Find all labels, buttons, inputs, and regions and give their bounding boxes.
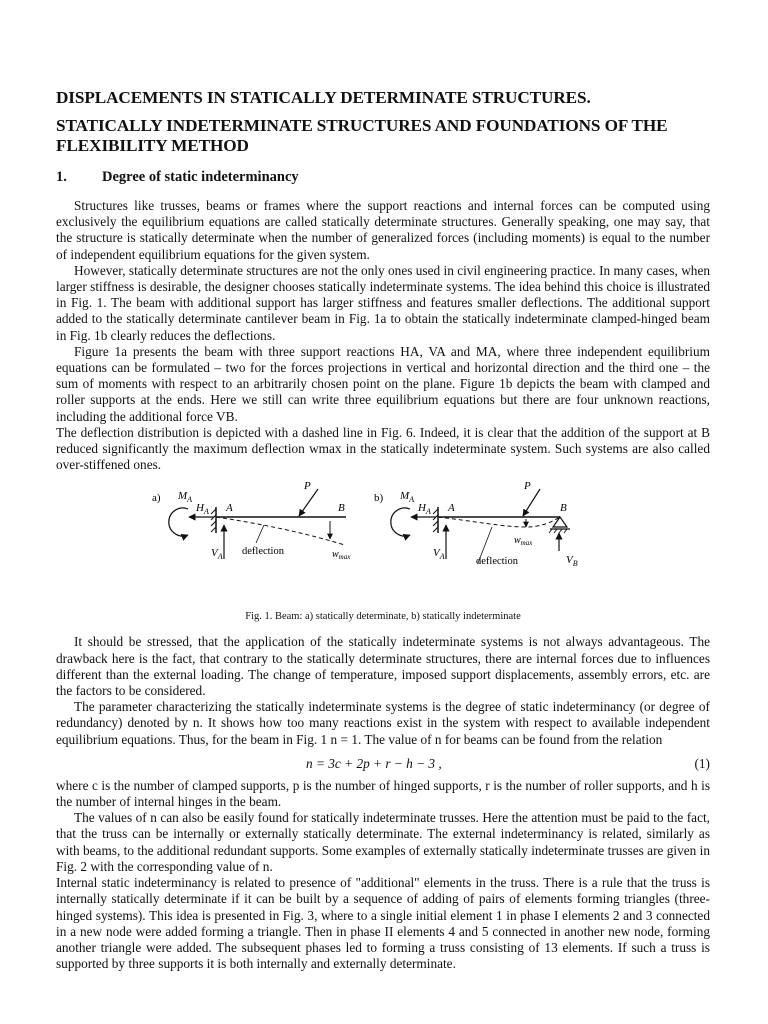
- hinge-support: [553, 517, 567, 527]
- paragraph-5: It should be stressed, that the application of the statically indeterminate systems is not always advantageous. The drawback here is the fact, that contrary to the statically determinate structures, there are internal forces due to influences different than the external loading. The change of temperature, imposed support displacements, assembly errors, etc. are the factors to be considered.: [56, 634, 710, 699]
- panel-a-label: a): [152, 492, 161, 505]
- paragraph-6: The parameter characterizing the statically indeterminate systems is the degree of static indeterminancy (or degree of redundancy) denoted by n. It shows how too many reactions exist in the system with respect to available independent equilibrium equations. Thus, for the beam in Fig. 1 n = 1. The value of n for beams can be found from the relation: [56, 699, 710, 747]
- paragraph-3: Figure 1a presents the beam with three support reactions HA, VA and MA, where three independent equilibrium equations can be formulated – two for the forces projections in vertical and horizontal direction and the third one – the sum of moments with respect to an arbitrarily chosen point on the plane. Figure 1b depicts the beam with clamped and roller supports at the ends. Here we still can write three equilibrium equations but there are four unknown reactions, including the additional force VB.: [56, 343, 710, 424]
- paragraph-1: Structures like trusses, beams or frames where the support reactions and internal forces can be computed using exclusively the equilibrium equations are called statically determinate structures. Generally speaking, one may say, that the structure is statically determinate when the number of generalized forces (including moments) is equal to the number of independent equilibrium equations for the given system.: [56, 198, 710, 262]
- deflection-leader: [256, 525, 264, 543]
- deflection-curve: [438, 517, 560, 527]
- figure-1-caption: Fig. 1. Beam: a) statically determinate, b) statically indeterminate: [245, 611, 521, 623]
- label-ma: $M_A$: [400, 490, 415, 505]
- equation-number: (1): [694, 755, 710, 771]
- label-p: P: [304, 480, 311, 493]
- label-deflection: deflection: [476, 556, 518, 568]
- paragraph-8: The values of n can also be easily found for statically indeterminate trusses. Here the attention must be paid to the fact, that the truss can be internally or externally statically determinate. The external indeterminancy is related, similarly as with beams, to the additional redundant supports. Some examples of externally statically indeterminate trusses are given in Fig. 2 with the corresponding value of n.: [56, 810, 710, 874]
- moment-arrow: [169, 508, 188, 536]
- paragraph-2: However, statically determinate structures are not the only ones used in civil engineering practice. In many cases, when larger stiffness is desirable, the designer chooses statically indeterminate systems. The idea behind this choice is illustrated in Fig. 1. The beam with additional support has larger stiffness and features smaller deflections. The additional support added to the statically determinate cantilever beam in Fig. 1a to obtain the statically indeterminate clamped-hinged beam in Fig. 1b clearly reduces the deflections.: [56, 262, 710, 343]
- label-wmax: $w_{max}$: [332, 549, 351, 562]
- label-wmax: $w_{max}$: [514, 535, 533, 548]
- label-deflection: deflection: [242, 546, 284, 558]
- figure-1: [56, 480, 710, 607]
- paragraph-7: where c is the number of clamped supports, p is the number of hinged supports, r is the number of roller supports, and h is the number of internal hinges in the beam.: [56, 777, 710, 810]
- label-ha: $H_A$: [196, 502, 209, 517]
- title-line-2: STATICALLY INDETERMINATE STRUCTURES AND FOUNDATIONS OF THE FLEXIBILITY METHOD: [56, 116, 668, 155]
- paragraph-9: Internal static indeterminancy is related to presence of "additional" elements in the truss. There is a rule that the truss is internally statically determinate if it can be built by a sequence of adding of pairs of elements forming triangles (three-hinged systems). This idea is presented in Fig. 3, where to a single initial element 1 in phase I elements 2 and 3 connected in a new node were added forming a triangle. Then in phase II elements 4 and 5 connected in another new node, forming another triangle were added. The subsequent phases led to forming a truss consisting of 13 elements. If such a truss is supported by three supports it is both internally and externally determinate.: [56, 875, 710, 972]
- paragraph-4: The deflection distribution is depicted with a dashed line in Fig. 6. Indeed, it is clear that the addition of the support at B reduced significantly the maximum deflection wmax in the statically indeterminate system. Such systems are also called over-stiffened ones.: [56, 424, 710, 473]
- label-va: $V_A$: [433, 547, 445, 562]
- label-b: B: [560, 502, 567, 515]
- panel-b-label: b): [374, 492, 384, 505]
- label-ha: $H_A$: [418, 502, 431, 517]
- label-vb: $V_B$: [566, 554, 578, 569]
- moment-arrow: [391, 508, 410, 536]
- label-a: A: [448, 502, 455, 515]
- load-arrow: [523, 489, 540, 516]
- equation-body: n = 3c + 2p + r − h − 3 ,: [306, 755, 442, 771]
- label-va: $V_A$: [211, 547, 223, 562]
- label-ma: $M_A$: [178, 490, 193, 505]
- deflection-curve: [216, 517, 346, 545]
- section-title: Degree of static indeterminancy: [102, 169, 299, 185]
- equation-1: [56, 752, 710, 776]
- section-heading: [56, 168, 710, 186]
- figure-1b: [374, 480, 578, 568]
- label-a: A: [226, 502, 233, 515]
- figure-1a: [152, 480, 351, 561]
- title-line-1: DISPLACEMENTS IN STATICALLY DETERMINATE STRUCTURES.: [56, 88, 591, 107]
- section-number: 1.: [56, 169, 67, 185]
- label-b: B: [338, 502, 345, 515]
- load-arrow: [299, 489, 318, 516]
- figure-1-drawing: [56, 480, 710, 607]
- label-p: P: [524, 480, 531, 493]
